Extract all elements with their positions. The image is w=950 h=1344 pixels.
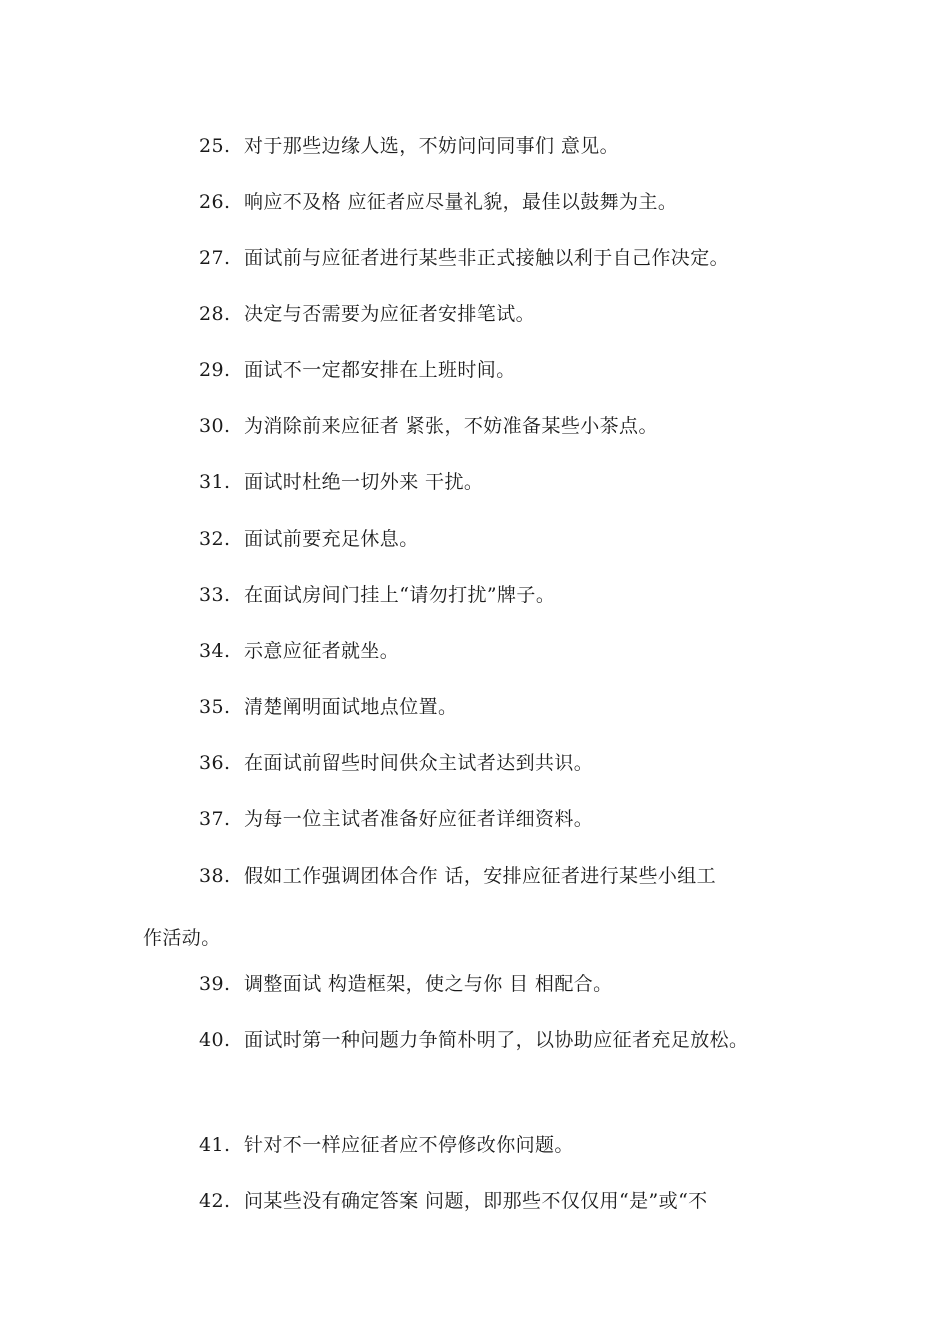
item-number: 34. — [199, 640, 231, 662]
item-number: 38. — [199, 865, 231, 887]
list-item-31 — [199, 470, 483, 494]
item-text: 决定与否需要为应征者安排笔试。 — [244, 303, 536, 325]
item-number: 29. — [199, 359, 231, 381]
item-number: 42. — [199, 1190, 231, 1212]
list-item-29 — [199, 358, 516, 382]
list-item-41 — [199, 1133, 574, 1157]
item-text: 调整面试 构造框架，使之与你 目 相配合。 — [244, 973, 613, 995]
item-number: 39. — [199, 973, 231, 995]
item-text: 问某些没有确定答案 问题，即那些不仅仅用“是”或“不 — [244, 1190, 708, 1212]
list-item-34 — [199, 639, 399, 663]
list-item-39 — [199, 972, 613, 996]
item-text: 为消除前来应征者 紧张，不妨准备某些小茶点。 — [244, 415, 658, 437]
item-text: 响应不及格 应征者应尽量礼貌，最佳以鼓舞为主。 — [244, 191, 678, 213]
list-item-37 — [199, 807, 593, 831]
item-text: 面试前与应征者进行某些非正式接触以利于自己作决定。 — [244, 247, 730, 269]
list-item-42 — [199, 1189, 708, 1213]
item-text: 面试前要充足休息。 — [244, 528, 419, 550]
item-number: 26. — [199, 191, 231, 213]
item-text: 面试时第一种问题力争简朴明了，以协助应征者充足放松。 — [244, 1029, 749, 1051]
item-text: 假如工作强调团体合作 话，安排应征者进行某些小组工 — [244, 865, 717, 887]
item-text: 示意应征者就坐。 — [244, 640, 400, 662]
list-item-38 — [199, 864, 716, 888]
item-text: 为每一位主试者准备好应征者详细资料。 — [244, 808, 594, 830]
list-item-32 — [199, 527, 419, 551]
item-number: 33. — [199, 584, 231, 606]
list-item-26 — [199, 190, 677, 214]
list-item-36 — [199, 751, 593, 775]
list-item-40 — [199, 1028, 748, 1052]
item-number: 37. — [199, 808, 231, 830]
item-number: 25. — [199, 135, 231, 157]
item-text: 在面试房间门挂上“请勿打扰”牌子。 — [244, 584, 556, 606]
item-text: 对于那些边缘人选，不妨问问同事们 意见。 — [244, 135, 620, 157]
item-number: 40. — [199, 1029, 231, 1051]
item-number: 30. — [199, 415, 231, 437]
list-item-38-continuation: 作活动。 — [143, 927, 221, 949]
list-item-35 — [199, 695, 457, 719]
item-text: 面试时杜绝一切外来 干扰。 — [244, 471, 484, 493]
item-number: 27. — [199, 247, 231, 269]
item-number: 35. — [199, 696, 231, 718]
item-number: 32. — [199, 528, 231, 550]
item-text: 针对不一样应征者应不停修改你问题。 — [244, 1134, 574, 1156]
item-number: 31. — [199, 471, 231, 493]
list-item-27 — [199, 246, 729, 270]
item-text: 面试不一定都安排在上班时间。 — [244, 359, 516, 381]
item-text: 清楚阐明面试地点位置。 — [244, 696, 458, 718]
list-item-28 — [199, 302, 535, 326]
list-item-30 — [199, 414, 658, 438]
item-text: 在面试前留些时间供众主试者达到共识。 — [244, 752, 594, 774]
list-item-33 — [199, 583, 555, 607]
item-number: 28. — [199, 303, 231, 325]
item-number: 36. — [199, 752, 231, 774]
item-number: 41. — [199, 1134, 231, 1156]
list-item-25 — [199, 134, 619, 158]
